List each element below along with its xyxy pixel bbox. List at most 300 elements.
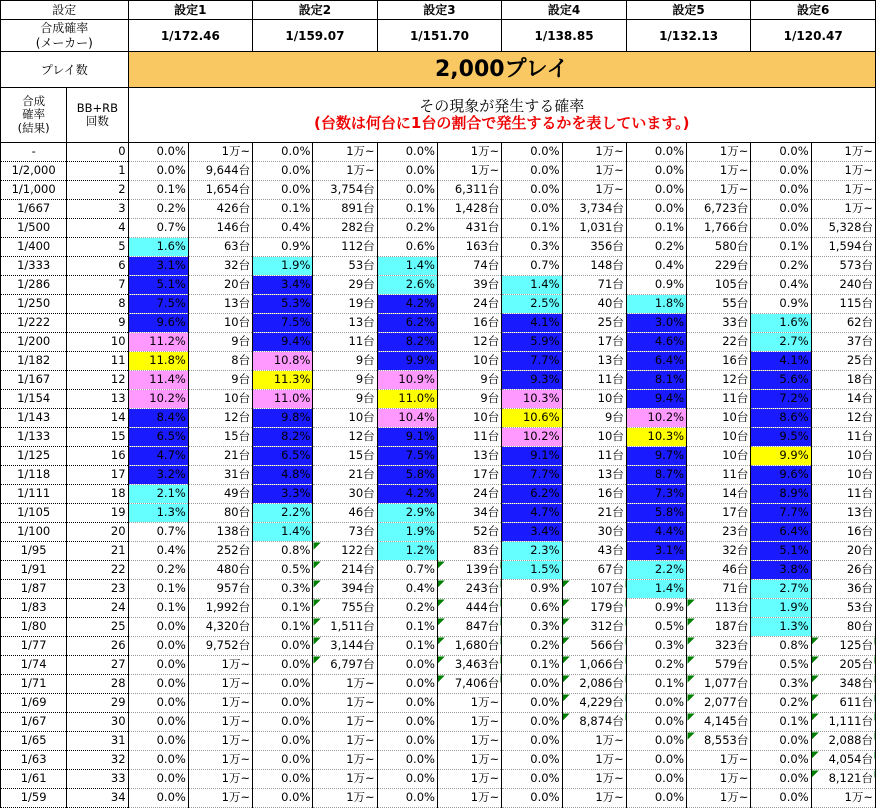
setting-5-percent: 0.1% xyxy=(626,219,686,238)
setting-6-machine-count: 1万~ xyxy=(811,181,875,200)
setting-3-percent: 0.0% xyxy=(377,732,437,751)
setting-5-machine-count: 1,077台 xyxy=(687,675,751,694)
setting-1-percent: 0.0% xyxy=(128,656,188,675)
result-ratio: 1/83 xyxy=(1,599,67,618)
bbrb-count: 28 xyxy=(67,675,128,694)
setting-4-machine-count: 179台 xyxy=(562,599,626,618)
setting-6-percent: 0.0% xyxy=(751,200,811,219)
setting-1-percent: 0.1% xyxy=(128,181,188,200)
result-ratio: 1/87 xyxy=(1,580,67,599)
setting-4-percent: 10.2% xyxy=(502,428,562,447)
table-row xyxy=(1,732,876,751)
setting-4-machine-count: 566台 xyxy=(562,637,626,656)
bbrb-count: 14 xyxy=(67,409,128,428)
setting-6-machine-count: 25台 xyxy=(811,352,875,371)
setting-5-machine-count: 32台 xyxy=(687,542,751,561)
setting-1-percent: 11.8% xyxy=(128,352,188,371)
result-ratio: 1/143 xyxy=(1,409,67,428)
table-row xyxy=(1,561,876,580)
bbrb-count: 0 xyxy=(67,143,128,162)
bbrb-count: 8 xyxy=(67,295,128,314)
setting-6-machine-count: 37台 xyxy=(811,333,875,352)
setting-4-machine-count: 356台 xyxy=(562,238,626,257)
setting-4-percent: 0.0% xyxy=(502,713,562,732)
setting-1-machine-count: 13台 xyxy=(188,295,252,314)
setting-4-machine-count: 107台 xyxy=(562,580,626,599)
setting-5-machine-count: 4,145台 xyxy=(687,713,751,732)
setting-4-percent: 5.9% xyxy=(502,333,562,352)
setting-6-machine-count: 2,088台 xyxy=(811,732,875,751)
setting-5-machine-count: 229台 xyxy=(687,257,751,276)
setting-6-machine-count: 125台 xyxy=(811,637,875,656)
bbrb-count: 27 xyxy=(67,656,128,675)
table-row xyxy=(1,599,876,618)
setting-1-percent: 0.0% xyxy=(128,770,188,789)
setting-2-percent: 0.0% xyxy=(253,770,313,789)
setting-2-machine-count: 112台 xyxy=(313,238,377,257)
setting-3-machine-count: 24台 xyxy=(437,295,501,314)
result-prob-label xyxy=(1,88,67,143)
table-row xyxy=(1,770,876,789)
setting-1-machine-count: 138台 xyxy=(188,523,252,542)
setting-5-percent: 0.2% xyxy=(626,656,686,675)
maker-label-2: (メーカー) xyxy=(35,35,93,50)
setting-6-machine-count: 16台 xyxy=(811,523,875,542)
bbrb-count: 19 xyxy=(67,504,128,523)
result-ratio: 1/250 xyxy=(1,295,67,314)
setting-4-machine-count: 43台 xyxy=(562,542,626,561)
result-ratio: 1/400 xyxy=(1,238,67,257)
setting-5-machine-count: 33台 xyxy=(687,314,751,333)
setting-4-machine-count: 1万~ xyxy=(562,751,626,770)
setting-1-percent: 7.5% xyxy=(128,295,188,314)
setting-2-percent: 0.3% xyxy=(253,580,313,599)
setting-1-machine-count: 9,752台 xyxy=(188,637,252,656)
setting-3-machine-count: 83台 xyxy=(437,542,501,561)
setting-1-machine-count: 32台 xyxy=(188,257,252,276)
setting-6-percent: 2.7% xyxy=(751,333,811,352)
setting-6-percent: 0.0% xyxy=(751,789,811,808)
setting-2-machine-count: 1万~ xyxy=(313,713,377,732)
setting-4-machine-count: 2,086台 xyxy=(562,675,626,694)
setting-2-machine-count: 214台 xyxy=(313,561,377,580)
setting-2-machine-count: 19台 xyxy=(313,295,377,314)
setting-2-percent: 6.5% xyxy=(253,447,313,466)
bbrb-count: 32 xyxy=(67,751,128,770)
setting-6-machine-count: 1万~ xyxy=(811,162,875,181)
setting-2-machine-count: 1,511台 xyxy=(313,618,377,637)
setting-1-percent: 0.2% xyxy=(128,561,188,580)
setting-4-percent: 1.5% xyxy=(502,561,562,580)
setting-5-percent: 9.4% xyxy=(626,390,686,409)
setting-5-percent: 8.7% xyxy=(626,466,686,485)
setting-6-percent: 0.0% xyxy=(751,181,811,200)
setting-1-machine-count: 1,992台 xyxy=(188,599,252,618)
setting-5-machine-count: 1万~ xyxy=(687,789,751,808)
result-ratio: 1/61 xyxy=(1,770,67,789)
setting-4-machine-count: 10台 xyxy=(562,390,626,409)
table-row xyxy=(1,143,876,162)
setting-2-percent: 10.8% xyxy=(253,352,313,371)
setting-6-machine-count: 5,328台 xyxy=(811,219,875,238)
setting-1-percent: 0.0% xyxy=(128,694,188,713)
bbrb-count: 22 xyxy=(67,561,128,580)
setting-6-machine-count: 12台 xyxy=(811,409,875,428)
setting-5-percent: 0.9% xyxy=(626,276,686,295)
setting-4-percent: 0.0% xyxy=(502,770,562,789)
table-row xyxy=(1,580,876,599)
setting-2-percent: 7.5% xyxy=(253,314,313,333)
bbrb-count: 13 xyxy=(67,390,128,409)
setting-5-percent: 0.0% xyxy=(626,713,686,732)
setting-3-machine-count: 13台 xyxy=(437,447,501,466)
setting-4-machine-count: 1万~ xyxy=(562,143,626,162)
bbrb-count: 31 xyxy=(67,732,128,751)
setting-5-machine-count: 10台 xyxy=(687,447,751,466)
setting-5-machine-count: 1,766台 xyxy=(687,219,751,238)
setting-3-percent: 0.0% xyxy=(377,143,437,162)
table-row xyxy=(1,447,876,466)
setting-2-machine-count: 9台 xyxy=(313,371,377,390)
setting-2-percent: 0.0% xyxy=(253,675,313,694)
setting-2-percent: 0.0% xyxy=(253,181,313,200)
bbrb-count: 2 xyxy=(67,181,128,200)
setting-5-machine-count: 1万~ xyxy=(687,143,751,162)
setting-1-machine-count: 957台 xyxy=(188,580,252,599)
setting-6-machine-count: 1,111台 xyxy=(811,713,875,732)
setting-4-percent: 0.0% xyxy=(502,200,562,219)
setting-1-machine-count: 63台 xyxy=(188,238,252,257)
setting-3-percent: 0.1% xyxy=(377,200,437,219)
maker-prob-label xyxy=(1,20,129,52)
setting-4-percent: 7.7% xyxy=(502,352,562,371)
setting-5-percent: 2.2% xyxy=(626,561,686,580)
setting-3-percent: 7.5% xyxy=(377,447,437,466)
table-row xyxy=(1,485,876,504)
setting-4-percent: 0.3% xyxy=(502,238,562,257)
setting-5-machine-count: 23台 xyxy=(687,523,751,542)
setting-1-machine-count: 480台 xyxy=(188,561,252,580)
setting-4-machine-count: 30台 xyxy=(562,523,626,542)
setting-2-machine-count: 1万~ xyxy=(313,751,377,770)
setting-3-machine-count: 39台 xyxy=(437,276,501,295)
bbrb-count: 21 xyxy=(67,542,128,561)
setting-5-machine-count: 10台 xyxy=(687,428,751,447)
setting-5-percent: 4.6% xyxy=(626,333,686,352)
table-row xyxy=(1,295,876,314)
description xyxy=(128,88,875,143)
maker-prob-3: 1/151.70 xyxy=(377,20,502,52)
setting-6-percent: 5.6% xyxy=(751,371,811,390)
result-ratio: 1/133 xyxy=(1,428,67,447)
setting-6-machine-count: 205台 xyxy=(811,656,875,675)
result-ratio: 1/59 xyxy=(1,789,67,808)
setting-4-percent: 0.0% xyxy=(502,162,562,181)
setting-6-percent: 8.6% xyxy=(751,409,811,428)
setting-2-machine-count: 122台 xyxy=(313,542,377,561)
setting-5-percent: 6.4% xyxy=(626,352,686,371)
setting-2-percent: 0.0% xyxy=(253,713,313,732)
result-ratio: 1/65 xyxy=(1,732,67,751)
result-ratio: 1/105 xyxy=(1,504,67,523)
setting-2-machine-count: 15台 xyxy=(313,447,377,466)
setting-4-machine-count: 21台 xyxy=(562,504,626,523)
play-count: 2,000プレイ xyxy=(128,52,875,88)
setting-3-machine-count: 431台 xyxy=(437,219,501,238)
setting-4-percent: 0.1% xyxy=(502,656,562,675)
setting-1-machine-count: 12台 xyxy=(188,409,252,428)
setting-6-percent: 9.9% xyxy=(751,447,811,466)
setting-4-machine-count: 67台 xyxy=(562,561,626,580)
setting-6-percent: 2.7% xyxy=(751,580,811,599)
setting-1-percent: 0.7% xyxy=(128,523,188,542)
setting-1-machine-count: 1万~ xyxy=(188,694,252,713)
setting-5-percent: 0.0% xyxy=(626,200,686,219)
setting-2-machine-count: 46台 xyxy=(313,504,377,523)
setting-4-header: 設定4 xyxy=(502,1,627,20)
table-row xyxy=(1,333,876,352)
setting-1-percent: 0.2% xyxy=(128,200,188,219)
setting-2-percent: 0.9% xyxy=(253,238,313,257)
setting-1-machine-count: 146台 xyxy=(188,219,252,238)
result-ratio: 1/111 xyxy=(1,485,67,504)
setting-3-machine-count: 7,406台 xyxy=(437,675,501,694)
setting-5-machine-count: 2,077台 xyxy=(687,694,751,713)
setting-3-percent: 5.8% xyxy=(377,466,437,485)
table-row xyxy=(1,219,876,238)
setting-5-machine-count: 1万~ xyxy=(687,162,751,181)
setting-3-machine-count: 9台 xyxy=(437,371,501,390)
setting-2-percent: 0.0% xyxy=(253,789,313,808)
setting-3-machine-count: 1万~ xyxy=(437,143,501,162)
setting-3-machine-count: 9台 xyxy=(437,390,501,409)
setting-5-machine-count: 580台 xyxy=(687,238,751,257)
setting-4-machine-count: 1,066台 xyxy=(562,656,626,675)
setting-5-machine-count: 16台 xyxy=(687,352,751,371)
description-line-1: その現象が発生する確率 xyxy=(419,97,585,115)
setting-6-machine-count: 62台 xyxy=(811,314,875,333)
setting-1-machine-count: 426台 xyxy=(188,200,252,219)
table-row xyxy=(1,466,876,485)
setting-2-machine-count: 11台 xyxy=(313,333,377,352)
setting-4-percent: 0.2% xyxy=(502,637,562,656)
table-row xyxy=(1,523,876,542)
setting-5-machine-count: 22台 xyxy=(687,333,751,352)
bbrb-count: 11 xyxy=(67,352,128,371)
setting-1-machine-count: 9,644台 xyxy=(188,162,252,181)
setting-2-percent: 3.3% xyxy=(253,485,313,504)
result-ratio: 1/74 xyxy=(1,656,67,675)
setting-4-percent: 0.6% xyxy=(502,599,562,618)
setting-3-machine-count: 6,311台 xyxy=(437,181,501,200)
setting-6-machine-count: 1万~ xyxy=(811,200,875,219)
setting-4-percent: 0.0% xyxy=(502,181,562,200)
setting-4-machine-count: 1,031台 xyxy=(562,219,626,238)
setting-1-percent: 1.6% xyxy=(128,238,188,257)
setting-4-machine-count: 4,229台 xyxy=(562,694,626,713)
setting-5-percent: 0.2% xyxy=(626,238,686,257)
bbrb-count: 33 xyxy=(67,770,128,789)
setting-1-percent: 4.7% xyxy=(128,447,188,466)
table-row xyxy=(1,504,876,523)
setting-6-percent: 0.0% xyxy=(751,219,811,238)
setting-3-percent: 0.0% xyxy=(377,181,437,200)
setting-3-percent: 0.0% xyxy=(377,656,437,675)
setting-6-machine-count: 10台 xyxy=(811,466,875,485)
bbrb-count: 9 xyxy=(67,314,128,333)
setting-4-percent: 0.3% xyxy=(502,618,562,637)
setting-3-machine-count: 1,680台 xyxy=(437,637,501,656)
setting-3-percent: 4.2% xyxy=(377,485,437,504)
table-row xyxy=(1,637,876,656)
setting-5-percent: 3.1% xyxy=(626,542,686,561)
setting-2-machine-count: 9台 xyxy=(313,352,377,371)
setting-4-percent: 4.1% xyxy=(502,314,562,333)
setting-2-percent: 0.0% xyxy=(253,656,313,675)
setting-6-percent: 7.2% xyxy=(751,390,811,409)
setting-4-percent: 0.0% xyxy=(502,751,562,770)
setting-5-percent: 0.1% xyxy=(626,675,686,694)
setting-4-percent: 1.4% xyxy=(502,276,562,295)
setting-5-percent: 3.0% xyxy=(626,314,686,333)
setting-6-percent: 0.5% xyxy=(751,656,811,675)
table-row xyxy=(1,694,876,713)
play-count-row xyxy=(1,52,876,88)
setting-5-percent: 0.3% xyxy=(626,637,686,656)
setting-2-percent: 0.0% xyxy=(253,162,313,181)
setting-1-percent: 6.5% xyxy=(128,428,188,447)
bbrb-count: 1 xyxy=(67,162,128,181)
setting-4-percent: 7.7% xyxy=(502,466,562,485)
table-row xyxy=(1,656,876,675)
setting-6-header: 設定6 xyxy=(751,1,876,20)
setting-3-percent: 0.6% xyxy=(377,238,437,257)
bbrb-count: 25 xyxy=(67,618,128,637)
setting-1-percent: 0.0% xyxy=(128,618,188,637)
setting-1-machine-count: 15台 xyxy=(188,428,252,447)
setting-1-percent: 3.2% xyxy=(128,466,188,485)
setting-5-percent: 5.8% xyxy=(626,504,686,523)
description-row xyxy=(1,88,876,143)
setting-3-percent: 6.2% xyxy=(377,314,437,333)
setting-1-machine-count: 252台 xyxy=(188,542,252,561)
description-line-2: (台数は何台に1台の割合で発生するかを表しています。) xyxy=(314,114,690,132)
setting-2-percent: 11.3% xyxy=(253,371,313,390)
setting-2-percent: 0.0% xyxy=(253,732,313,751)
setting-6-percent: 0.0% xyxy=(751,770,811,789)
setting-4-machine-count: 13台 xyxy=(562,466,626,485)
setting-3-percent: 2.6% xyxy=(377,276,437,295)
setting-5-header: 設定5 xyxy=(626,1,751,20)
result-ratio: 1/286 xyxy=(1,276,67,295)
setting-6-percent: 0.3% xyxy=(751,675,811,694)
setting-1-machine-count: 49台 xyxy=(188,485,252,504)
bbrb-count: 34 xyxy=(67,789,128,808)
setting-4-percent: 3.4% xyxy=(502,523,562,542)
setting-6-percent: 1.6% xyxy=(751,314,811,333)
setting-6-percent: 1.9% xyxy=(751,599,811,618)
setting-5-machine-count: 105台 xyxy=(687,276,751,295)
setting-2-machine-count: 1万~ xyxy=(313,694,377,713)
bbrb-count: 3 xyxy=(67,200,128,219)
setting-1-machine-count: 4,320台 xyxy=(188,618,252,637)
setting-1-machine-count: 1万~ xyxy=(188,732,252,751)
bbrb-count: 20 xyxy=(67,523,128,542)
setting-2-machine-count: 13台 xyxy=(313,314,377,333)
setting-5-machine-count: 55台 xyxy=(687,295,751,314)
setting-4-machine-count: 1万~ xyxy=(562,770,626,789)
setting-4-machine-count: 3,734台 xyxy=(562,200,626,219)
setting-6-machine-count: 1,594台 xyxy=(811,238,875,257)
setting-5-machine-count: 1万~ xyxy=(687,751,751,770)
result-ratio: 1/69 xyxy=(1,694,67,713)
setting-3-percent: 0.4% xyxy=(377,580,437,599)
setting-3-machine-count: 52台 xyxy=(437,523,501,542)
table-row xyxy=(1,200,876,219)
bbrb-count-label xyxy=(67,88,128,143)
setting-3-machine-count: 1万~ xyxy=(437,751,501,770)
setting-3-percent: 4.2% xyxy=(377,295,437,314)
result-ratio: 1/167 xyxy=(1,371,67,390)
setting-5-percent: 1.8% xyxy=(626,295,686,314)
setting-4-percent: 0.9% xyxy=(502,580,562,599)
setting-6-percent: 9.5% xyxy=(751,428,811,447)
setting-2-percent: 4.8% xyxy=(253,466,313,485)
setting-6-machine-count: 53台 xyxy=(811,599,875,618)
setting-2-machine-count: 12台 xyxy=(313,428,377,447)
setting-4-percent: 10.6% xyxy=(502,409,562,428)
setting-5-percent: 0.0% xyxy=(626,789,686,808)
setting-4-machine-count: 8,874台 xyxy=(562,713,626,732)
setting-3-percent: 0.0% xyxy=(377,713,437,732)
setting-2-percent: 0.0% xyxy=(253,143,313,162)
setting-3-machine-count: 11台 xyxy=(437,428,501,447)
bbrb-count: 7 xyxy=(67,276,128,295)
bbrb-count: 29 xyxy=(67,694,128,713)
setting-6-machine-count: 348台 xyxy=(811,675,875,694)
setting-3-percent: 0.1% xyxy=(377,618,437,637)
setting-3-machine-count: 12台 xyxy=(437,333,501,352)
bbrb-count: 5 xyxy=(67,238,128,257)
setting-3-machine-count: 243台 xyxy=(437,580,501,599)
setting-2-percent: 0.0% xyxy=(253,637,313,656)
setting-1-percent: 5.1% xyxy=(128,276,188,295)
setting-2-percent: 9.4% xyxy=(253,333,313,352)
setting-6-percent: 3.8% xyxy=(751,561,811,580)
setting-1-machine-count: 1万~ xyxy=(188,143,252,162)
setting-5-percent: 4.4% xyxy=(626,523,686,542)
setting-1-machine-count: 80台 xyxy=(188,504,252,523)
setting-1-percent: 0.7% xyxy=(128,219,188,238)
bbrb-count: 12 xyxy=(67,371,128,390)
setting-2-machine-count: 394台 xyxy=(313,580,377,599)
setting-2-machine-count: 891台 xyxy=(313,200,377,219)
settings-header-row xyxy=(1,1,876,20)
setting-3-machine-count: 34台 xyxy=(437,504,501,523)
setting-1-percent: 0.4% xyxy=(128,542,188,561)
setting-2-percent: 1.4% xyxy=(253,523,313,542)
setting-5-machine-count: 113台 xyxy=(687,599,751,618)
setting-5-machine-count: 8,553台 xyxy=(687,732,751,751)
setting-3-machine-count: 1万~ xyxy=(437,770,501,789)
bbrb-count: 10 xyxy=(67,333,128,352)
setting-5-machine-count: 1万~ xyxy=(687,181,751,200)
maker-prob-2: 1/159.07 xyxy=(253,20,378,52)
table-row xyxy=(1,409,876,428)
setting-6-machine-count: 18台 xyxy=(811,371,875,390)
setting-4-percent: 0.0% xyxy=(502,789,562,808)
setting-4-percent: 9.3% xyxy=(502,371,562,390)
